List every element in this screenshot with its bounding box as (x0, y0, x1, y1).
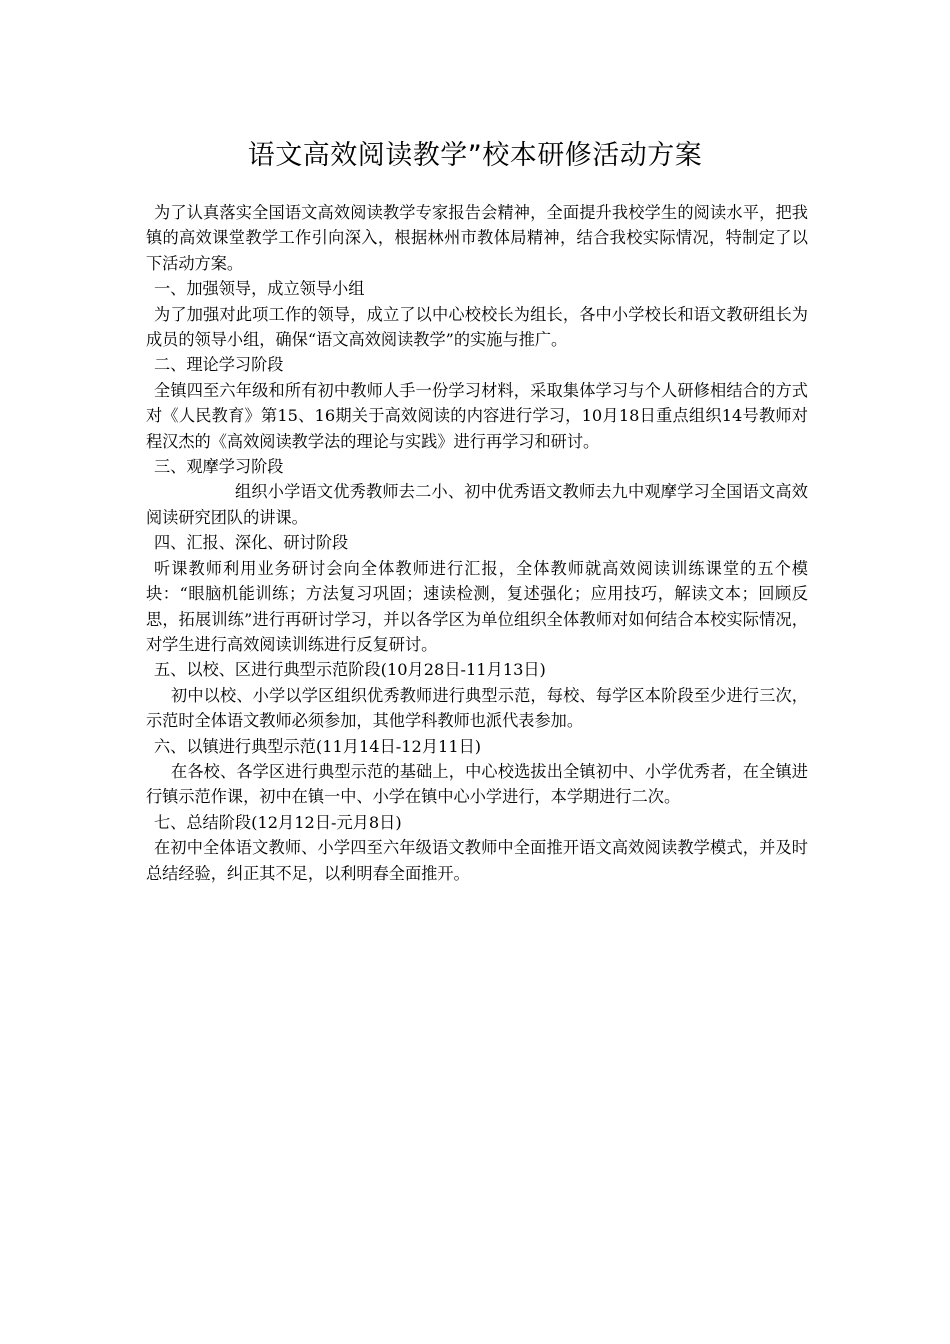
heading-section-6: 六、以镇进行典型示范(11月14日-12月11日) (154, 736, 482, 756)
heading-section-4: 四、汇报、深化、研讨阶段 (154, 533, 349, 553)
paragraph-section-4: 听课教师利用业务研讨会向全体教师进行汇报，全体教师就高效阅读训练课堂的五个模块：“眼脑机能训练；方法复习巩固；速读检测，复述强化；应用技巧，解读文本；回顾反思，拓展训练”进行再研讨学习，并以各学区为单位组织全体教师对如何结合本校实际情况，对学生进行高效阅读训练进行反复研讨。 (146, 558, 808, 654)
document-title: 语文高效阅读教学”校本研修活动方案 (247, 140, 703, 171)
paragraph-section-6: 在各校、各学区进行典型示范的基础上，中心校选拔出全镇初中、小学优秀者，在全镇进行镇示范作课，初中在镇一中、小学在镇中心小学进行，本学期进行二次。 (146, 761, 808, 807)
paragraph-section-2: 全镇四至六年级和所有初中教师人手一份学习材料，采取集体学习与个人研修相结合的方式对《人民教育》第15、16期关于高效阅读的内容进行学习，10月18日重点组织14号教师对程汉杰的《高效阅读教学法的理论与实践》进行再学习和研讨。 (146, 380, 808, 451)
heading-section-2: 二、理论学习阶段 (154, 355, 284, 375)
paragraph-intro: 为了认真落实全国语文高效阅读教学专家报告会精神，全面提升我校学生的阅读水平，把我镇的高效课堂教学工作引向深入，根据林州市教体局精神，结合我校实际情况，特制定了以下活动方案。 (146, 203, 808, 273)
document-body (146, 200, 808, 886)
paragraph-section-3: 组织小学语文优秀教师去二小、初中优秀语文教师去九中观摩学习全国语文高效阅读研究团队的讲课。 (146, 482, 808, 527)
heading-section-7: 七、总结阶段(12月12日-元月8日) (154, 812, 402, 832)
paragraph-section-7: 在初中全体语文教师、小学四至六年级语文教师中全面推开语文高效阅读教学模式，并及时总结经验，纠正其不足，以利明春全面推开。 (146, 838, 808, 883)
heading-section-5: 五、以校、区进行典型示范阶段(10月28日-11月13日) (154, 660, 546, 680)
paragraph-section-1: 为了加强对此项工作的领导，成立了以中心校校长为组长，各中小学校长和语文教研组长为成员的领导小组，确保“语文高效阅读教学”的实施与推广。 (146, 304, 808, 350)
heading-section-3: 三、观摩学习阶段 (154, 457, 284, 477)
heading-section-1: 一、加强领导，成立领导小组 (154, 279, 365, 299)
paragraph-section-5: 初中以校、小学以学区组织优秀教师进行典型示范，每校、每学区本阶段至少进行三次，示范时全体语文教师必须参加，其他学科教师也派代表参加。 (146, 685, 808, 731)
